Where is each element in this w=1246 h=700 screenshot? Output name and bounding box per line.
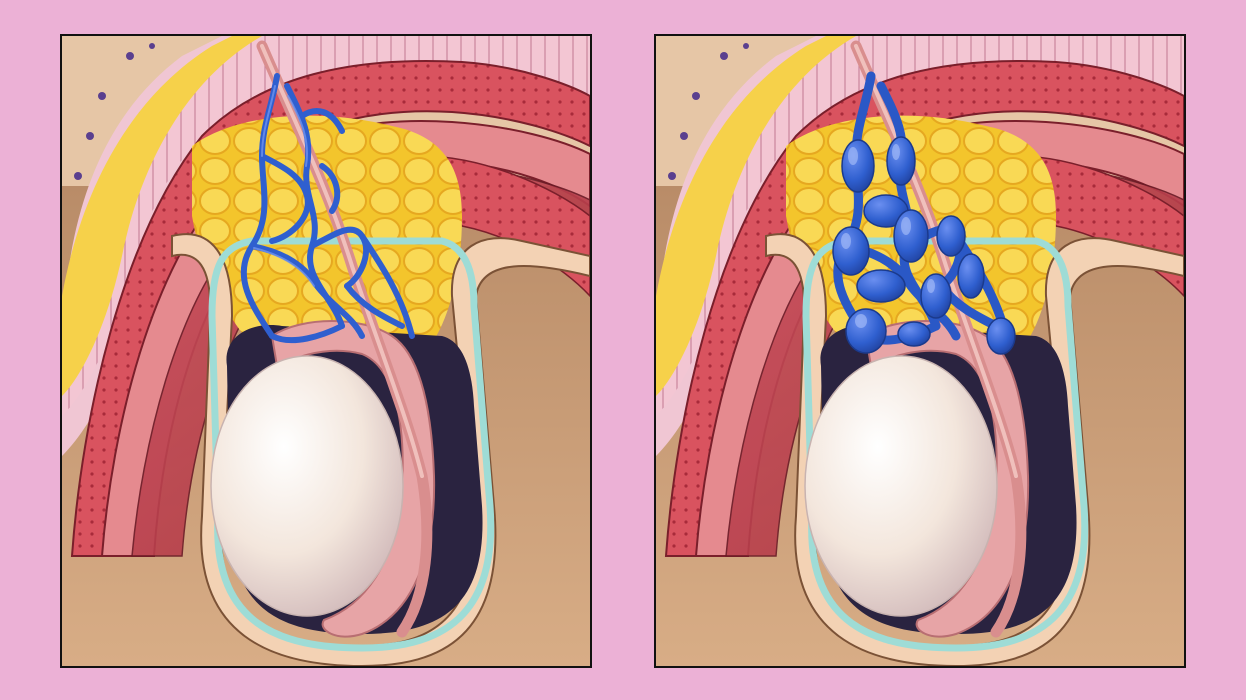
testis [805,356,997,616]
anatomy-illustration-varicocele [656,36,1184,666]
anatomy-illustration-normal [62,36,590,666]
panel-varicocele [654,34,1186,668]
panel-normal-veins [60,34,592,668]
testis [211,356,403,616]
